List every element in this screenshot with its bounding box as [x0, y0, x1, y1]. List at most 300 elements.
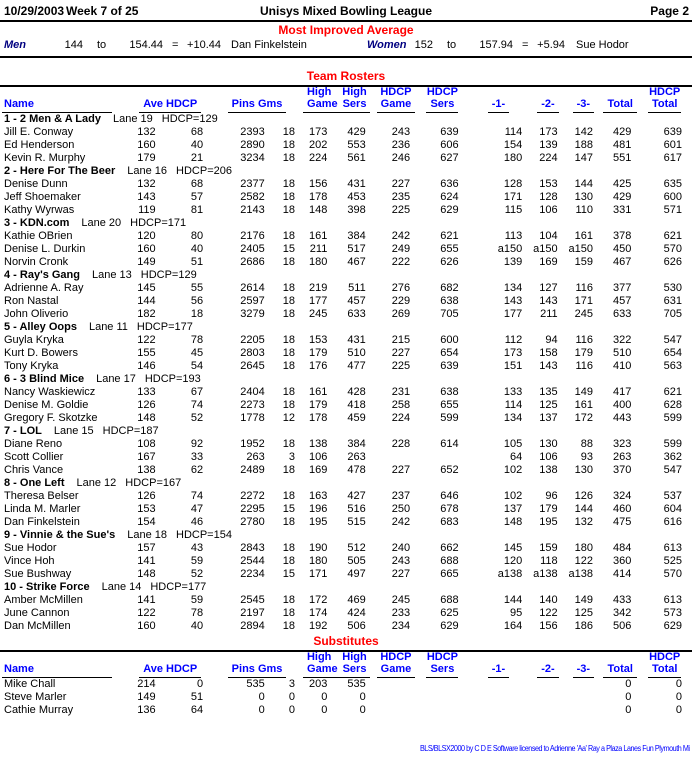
women-equals: = — [522, 39, 529, 51]
stat-cell: 18 — [282, 152, 296, 164]
stat-cell: 92 — [190, 438, 204, 450]
stat-cell: 0 — [258, 691, 265, 703]
stat-cell: 122 — [137, 334, 156, 346]
stat-cell: 148 — [308, 204, 328, 216]
stat-cell: 2377 — [240, 178, 265, 190]
stat-cell: 18 — [282, 126, 296, 138]
stat-cell: 43 — [190, 542, 204, 554]
stat-cell: 161 — [574, 230, 593, 242]
report-date: 10/29/2003 — [4, 4, 65, 18]
stat-cell: 481 — [613, 139, 632, 151]
stat-cell: 506 — [347, 620, 366, 632]
stat-cell: 237 — [391, 490, 411, 502]
player-name: Diane Reno — [4, 438, 63, 450]
stat-cell: 149 — [574, 386, 593, 398]
stat-cell: 2597 — [240, 295, 265, 307]
stat-cell: 517 — [347, 243, 366, 255]
stat-cell: 530 — [663, 282, 682, 294]
stat-cell: 143 — [539, 360, 558, 372]
stat-cell: 156 — [308, 178, 328, 190]
stat-cell: 80 — [190, 230, 204, 242]
stat-cell: 112 — [504, 334, 523, 346]
team-name: 1 - 2 Men & A Lady — [4, 113, 101, 125]
stat-cell: 164 — [503, 620, 523, 632]
stat-cell: 18 — [282, 139, 296, 151]
page-header — [0, 0, 692, 22]
stat-cell: 108 — [137, 438, 156, 450]
stat-cell: 153 — [308, 334, 328, 346]
stat-cell: 114 — [504, 126, 523, 138]
stat-cell: 0 — [625, 691, 632, 703]
stat-cell: 245 — [391, 594, 411, 606]
stat-cell: a150 — [497, 243, 523, 255]
stat-cell: 460 — [613, 503, 632, 515]
player-name: Guyla Kryka — [4, 334, 64, 346]
stat-cell: 638 — [440, 295, 459, 307]
stat-cell: 169 — [308, 464, 328, 476]
women-from-average: 152 — [414, 39, 433, 51]
stat-cell: 15 — [282, 243, 296, 255]
stat-cell: 40 — [190, 139, 204, 151]
women-to-average: 157.94 — [479, 39, 513, 51]
stat-cell: 617 — [663, 152, 682, 164]
stat-cell: 360 — [613, 555, 632, 567]
stat-cell: 431 — [347, 334, 366, 346]
stat-cell: 67 — [190, 386, 204, 398]
stat-cell: 156 — [539, 620, 558, 632]
stat-cell: 95 — [510, 607, 523, 619]
stat-cell: 94 — [545, 334, 558, 346]
stat-cell: 96 — [545, 490, 558, 502]
sub-col-ave-hdcp: Ave HDCP — [139, 663, 201, 678]
stat-cell: 119 — [138, 204, 156, 216]
stat-cell: 106 — [539, 204, 558, 216]
stat-cell: 3 — [288, 451, 296, 463]
player-name: Nancy Waskiewicz — [4, 386, 96, 398]
stat-cell: 180 — [308, 256, 328, 268]
stat-cell: 132 — [137, 126, 156, 138]
stat-cell: 134 — [503, 282, 523, 294]
team-lane: Lane 16 — [127, 165, 168, 177]
men-to-word: to — [97, 39, 107, 51]
stat-cell: 2405 — [240, 243, 265, 255]
stat-cell: 2894 — [240, 620, 265, 632]
player-row — [2, 678, 690, 691]
stat-cell: 249 — [391, 243, 411, 255]
stat-cell: 167 — [137, 451, 156, 463]
sub-col-hdcp-sers: Sers — [426, 663, 458, 678]
stat-cell: 370 — [613, 464, 632, 476]
stat-cell: 18 — [282, 191, 296, 203]
stat-cell: 144 — [574, 178, 593, 190]
stat-cell: 477 — [347, 360, 366, 372]
stat-cell: 626 — [663, 256, 682, 268]
stat-cell: 68 — [190, 126, 204, 138]
week-label: Week 7 of 25 — [66, 4, 139, 18]
stat-cell: 161 — [308, 386, 328, 398]
stat-cell: 457 — [347, 295, 366, 307]
team-header-row — [2, 581, 690, 594]
stat-cell: 0 — [258, 704, 265, 716]
stat-cell: 234 — [391, 620, 411, 632]
stat-cell: 180 — [308, 555, 328, 567]
stat-cell: 322 — [613, 334, 632, 346]
stat-cell: 243 — [391, 126, 411, 138]
stat-cell: 160 — [137, 139, 156, 151]
stat-cell: 246 — [391, 152, 411, 164]
stat-cell — [374, 691, 418, 704]
stat-cell: 228 — [391, 438, 411, 450]
stat-cell: 147 — [574, 152, 593, 164]
stat-cell: 47 — [190, 503, 204, 515]
stat-cell: 173 — [503, 347, 523, 359]
stat-cell: 203 — [308, 678, 328, 690]
stat-cell: 688 — [440, 555, 459, 567]
stat-cell: 431 — [347, 178, 366, 190]
stat-cell: 196 — [308, 503, 328, 515]
stat-cell: 573 — [663, 607, 682, 619]
stat-cell: 240 — [391, 542, 411, 554]
stat-cell: 678 — [440, 503, 459, 515]
men-improvement: +10.44 — [187, 39, 221, 51]
player-name: Kurt D. Bowers — [4, 347, 78, 359]
stat-cell — [418, 691, 466, 704]
stat-cell: 130 — [574, 191, 593, 203]
player-name: Jill E. Conway — [4, 126, 74, 138]
stat-cell: 116 — [575, 282, 593, 294]
stat-cell: 515 — [347, 516, 366, 528]
stat-cell: 2544 — [240, 555, 265, 567]
stat-cell: 104 — [539, 230, 558, 242]
player-row — [2, 243, 690, 256]
stat-cell: 173 — [308, 126, 328, 138]
stat-cell: 613 — [663, 594, 682, 606]
league-title: Unisys Mixed Bowling League — [259, 4, 433, 18]
stat-cell: 2614 — [240, 282, 265, 294]
stat-cell: 130 — [574, 464, 593, 476]
player-name: Sue Bushway — [4, 568, 72, 580]
team-hdcp: HDCP=129 — [161, 113, 218, 125]
stat-cell: 18 — [282, 334, 296, 346]
player-row — [2, 191, 690, 204]
stat-cell: 551 — [613, 152, 632, 164]
stat-cell: 15 — [282, 503, 296, 515]
player-row — [2, 204, 690, 217]
stat-cell: 55 — [190, 282, 204, 294]
stat-cell: 245 — [574, 308, 593, 320]
stat-cell: 18 — [282, 438, 296, 450]
player-name: Adrienne A. Ray — [4, 282, 84, 294]
stat-cell: 2545 — [240, 594, 265, 606]
stat-cell: 0 — [675, 704, 682, 716]
substitutes-title: Substitutes — [0, 635, 692, 652]
stat-cell: 18 — [282, 490, 296, 502]
player-row — [2, 399, 690, 412]
player-name: Dan Finkelstein — [4, 516, 80, 528]
stat-cell: 469 — [347, 594, 366, 606]
stat-cell: 171 — [574, 295, 593, 307]
player-name: Denise M. Goldie — [4, 399, 89, 411]
stat-cell: 2489 — [240, 464, 265, 476]
stat-cell: 243 — [391, 555, 411, 567]
roster-column-headers — [2, 87, 690, 113]
stat-cell: 467 — [347, 256, 366, 268]
stat-cell: 142 — [574, 126, 593, 138]
stat-cell: 116 — [575, 334, 593, 346]
col-game-1: -1- — [488, 98, 509, 113]
stat-cell: 18 — [282, 464, 296, 476]
stat-cell: 102 — [503, 464, 523, 476]
player-row — [2, 555, 690, 568]
stat-cell: 18 — [282, 620, 296, 632]
stat-cell: 547 — [663, 464, 682, 476]
player-name: Kathie OBrien — [4, 230, 73, 242]
stat-cell: 18 — [282, 230, 296, 242]
stat-cell: 128 — [503, 178, 523, 190]
stat-cell: 148 — [503, 516, 523, 528]
stat-cell: 141 — [137, 555, 156, 567]
stat-cell: 12 — [282, 412, 296, 424]
stat-cell: 2205 — [240, 334, 265, 346]
women-improvement: +5.94 — [537, 39, 565, 51]
stat-cell: 621 — [440, 230, 459, 242]
stat-cell: 133 — [503, 386, 523, 398]
player-name: Sue Hodor — [4, 542, 57, 554]
stat-cell: 195 — [308, 516, 328, 528]
stat-cell: 621 — [663, 230, 682, 242]
player-name: Jeff Shoemaker — [4, 191, 81, 203]
stat-cell: 276 — [391, 282, 411, 294]
stat-cell: 177 — [308, 295, 328, 307]
stat-cell: 51 — [190, 256, 204, 268]
stat-cell: 0 — [675, 678, 682, 690]
stat-cell: 133 — [137, 386, 156, 398]
player-row — [2, 503, 690, 516]
col-high-sers: Sers — [339, 98, 371, 113]
stat-cell: 561 — [347, 152, 366, 164]
stat-cell: 179 — [308, 399, 328, 411]
stat-cell: 144 — [503, 594, 523, 606]
stat-cell: 652 — [440, 464, 459, 476]
stat-cell: 2645 — [240, 360, 265, 372]
stat-cell: 40 — [190, 620, 204, 632]
stat-cell: 570 — [663, 568, 682, 580]
sub-col-hdcp-sers-top: HDCP — [426, 651, 458, 663]
stat-cell: 172 — [574, 412, 593, 424]
stat-cell: 633 — [347, 308, 366, 320]
stat-cell: 3279 — [240, 308, 265, 320]
stat-cell: 122 — [574, 555, 593, 567]
stat-cell: 132 — [137, 178, 156, 190]
player-row — [2, 334, 690, 347]
stat-cell: 18 — [282, 516, 296, 528]
stat-cell: 427 — [347, 490, 366, 502]
substitutes-table — [2, 652, 690, 717]
stat-cell: 113 — [504, 230, 523, 242]
men-equals: = — [172, 39, 179, 51]
stat-cell: 54 — [190, 360, 204, 372]
stat-cell — [566, 691, 601, 704]
team-lane: Lane 13 — [91, 269, 132, 281]
stat-cell: 211 — [540, 308, 558, 320]
team-name: 10 - Strike Force — [4, 581, 90, 593]
substitutes-table-body — [2, 678, 690, 717]
stat-cell: 88 — [580, 438, 593, 450]
stat-cell: 2197 — [240, 607, 265, 619]
stat-cell: 18 — [282, 347, 296, 359]
stat-cell: 146 — [137, 360, 156, 372]
team-lane: Lane 15 — [53, 425, 94, 437]
stat-cell: 639 — [440, 360, 459, 372]
stat-cell: 110 — [575, 204, 593, 216]
stat-cell: 158 — [539, 347, 558, 359]
stat-cell: 429 — [613, 191, 632, 203]
player-name: Mike Chall — [4, 678, 56, 690]
stat-cell: 52 — [190, 568, 204, 580]
stat-cell: 629 — [663, 620, 682, 632]
stat-cell: 143 — [503, 295, 523, 307]
stat-cell: 245 — [308, 308, 328, 320]
stat-cell: 224 — [308, 152, 328, 164]
stat-cell: 450 — [613, 243, 632, 255]
stat-cell: 629 — [440, 204, 459, 216]
stat-cell — [467, 704, 531, 717]
stat-cell: 151 — [503, 360, 523, 372]
stat-cell: 378 — [613, 230, 632, 242]
team-header-row — [2, 217, 690, 230]
stat-cell: 134 — [503, 412, 523, 424]
stat-cell: 57 — [190, 191, 204, 203]
stat-cell: 688 — [440, 594, 459, 606]
stat-cell: 59 — [190, 594, 204, 606]
stat-cell — [374, 451, 418, 464]
stat-cell: 2176 — [240, 230, 265, 242]
player-row — [2, 691, 690, 704]
stat-cell: 145 — [137, 282, 156, 294]
col-high-game: Game — [303, 98, 342, 113]
stat-cell: 18 — [282, 542, 296, 554]
stat-cell: 172 — [308, 594, 328, 606]
stat-cell: 627 — [440, 152, 459, 164]
player-name: Denise L. Durkin — [4, 243, 86, 255]
stat-cell: 148 — [137, 412, 156, 424]
stat-cell: 18 — [282, 607, 296, 619]
stat-cell: 171 — [503, 191, 523, 203]
stat-cell: 453 — [347, 191, 366, 203]
sub-col-total: Total — [603, 663, 636, 678]
stat-cell — [566, 678, 601, 691]
stat-cell: 2843 — [240, 542, 265, 554]
stat-cell — [418, 704, 466, 717]
stat-cell: 115 — [504, 204, 523, 216]
player-row — [2, 360, 690, 373]
stat-cell: 429 — [613, 126, 632, 138]
sub-col-game-1: -1- — [488, 663, 509, 678]
stat-cell: 178 — [308, 191, 328, 203]
col-pins-gms: Pins Gms — [228, 98, 287, 113]
stat-cell: 638 — [440, 386, 459, 398]
stat-cell: 128 — [539, 191, 558, 203]
stat-cell: 599 — [663, 412, 682, 424]
stat-cell: 18 — [282, 360, 296, 372]
team-lane: Lane 14 — [101, 581, 142, 593]
stat-cell: 417 — [613, 386, 632, 398]
team-lane: Lane 19 — [112, 113, 153, 125]
stat-cell — [418, 451, 466, 464]
stat-cell: 3234 — [240, 152, 265, 164]
stat-cell — [374, 704, 418, 717]
stat-cell: 211 — [309, 243, 328, 255]
stat-cell: 606 — [440, 139, 459, 151]
stat-cell: 64 — [190, 704, 204, 716]
player-name: Vince Hoh — [4, 555, 55, 567]
player-name: Cathie Murray — [4, 704, 74, 716]
team-hdcp: HDCP=154 — [176, 529, 232, 541]
team-rosters-title: Team Rosters — [0, 70, 692, 87]
player-row — [2, 620, 690, 633]
stat-cell: 106 — [308, 451, 328, 463]
stat-cell: 157 — [137, 542, 156, 554]
player-row — [2, 516, 690, 529]
stat-cell: 599 — [663, 438, 682, 450]
stat-cell: 2890 — [240, 139, 265, 151]
most-improved-row — [0, 39, 692, 54]
stat-cell: 161 — [308, 230, 328, 242]
stat-cell: 233 — [391, 607, 411, 619]
player-row — [2, 282, 690, 295]
stat-cell: 137 — [503, 503, 523, 515]
team-hdcp: HDCP=187 — [102, 425, 159, 437]
player-row — [2, 490, 690, 503]
team-hdcp: HDCP=171 — [130, 217, 187, 229]
player-name: Scott Collier — [4, 451, 64, 463]
stat-cell: 18 — [282, 178, 296, 190]
stat-cell: 2234 — [240, 568, 265, 580]
team-rosters-table — [2, 87, 690, 633]
stat-cell: 484 — [613, 542, 632, 554]
stat-cell: 0 — [625, 678, 632, 690]
stat-cell: 475 — [613, 516, 632, 528]
player-name: Norvin Cronk — [4, 256, 69, 268]
stat-cell: 180 — [574, 542, 593, 554]
player-row — [2, 568, 690, 581]
stat-cell: 138 — [539, 464, 558, 476]
stat-cell: 331 — [613, 204, 632, 216]
stat-cell: a138 — [568, 568, 593, 580]
stat-cell: 323 — [613, 438, 632, 450]
stat-cell: 140 — [539, 594, 558, 606]
player-name: Ron Nastal — [4, 295, 59, 307]
player-row — [2, 295, 690, 308]
player-name: Chris Vance — [4, 464, 64, 476]
stat-cell: 62 — [190, 464, 204, 476]
roster-table-body — [2, 113, 690, 633]
stat-cell: 144 — [137, 295, 156, 307]
stat-cell: 242 — [391, 516, 411, 528]
stat-cell: 362 — [663, 451, 682, 463]
stat-cell: 159 — [574, 256, 593, 268]
sub-col-hdcp-game-top: HDCP — [380, 651, 412, 663]
stat-cell: 132 — [574, 516, 593, 528]
stat-cell: 179 — [539, 503, 558, 515]
player-name: June Cannon — [4, 607, 70, 619]
stat-cell: 149 — [137, 691, 156, 703]
stat-cell: 1952 — [240, 438, 265, 450]
stat-cell: 163 — [308, 490, 328, 502]
stat-cell: 120 — [137, 230, 156, 242]
stat-cell: 2582 — [240, 191, 265, 203]
team-lane: Lane 20 — [81, 217, 122, 229]
